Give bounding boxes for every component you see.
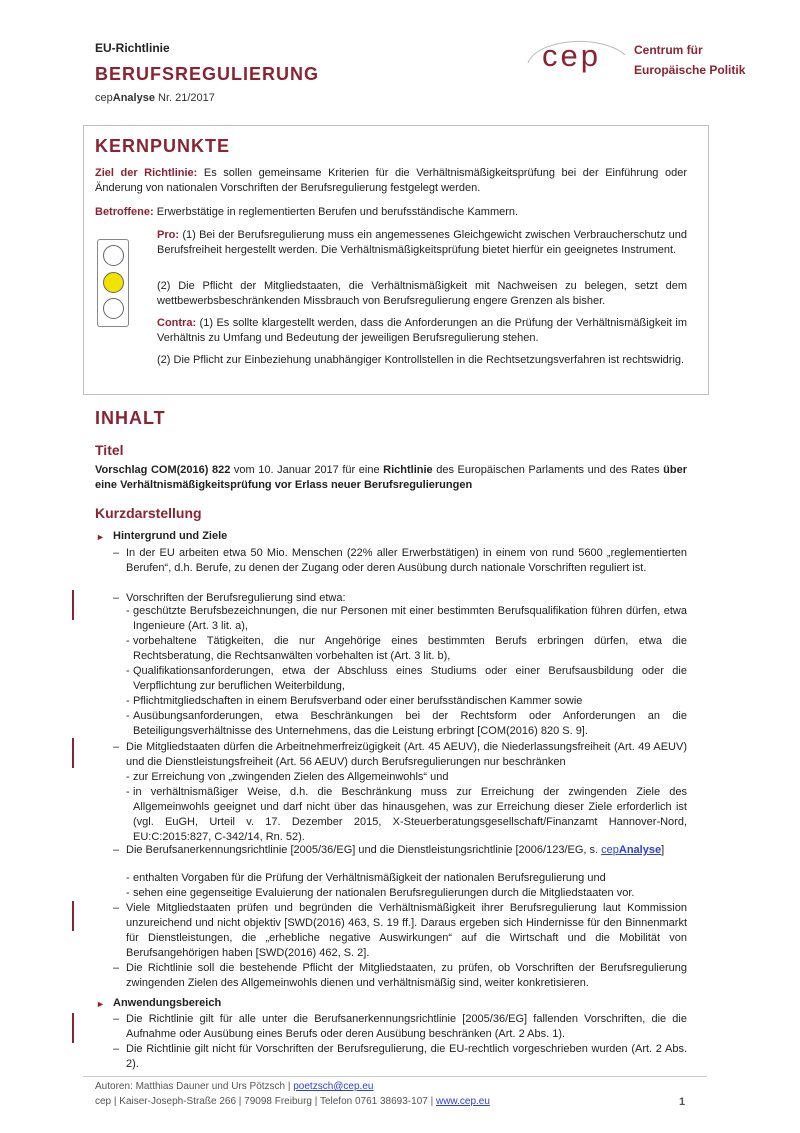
footer-divider bbox=[83, 1076, 707, 1077]
contra-1-paragraph bbox=[157, 316, 687, 346]
institute-name-line1: Centrum für bbox=[634, 43, 703, 57]
list-subitem: - enthalten Vorgaben für die Prüfung der Verhältnismäßigkeit der nationalen Berufsregulierung und bbox=[133, 871, 687, 886]
titel-richtlinie: Richtlinie bbox=[383, 464, 433, 476]
pro-1-paragraph bbox=[157, 228, 687, 258]
website-link[interactable]: www.cep.eu bbox=[435, 1096, 490, 1107]
kernpunkte-title: KERNPUNKTE bbox=[95, 136, 231, 156]
titel-text-2: des Europäischen Parlaments und des Rates bbox=[432, 464, 664, 476]
list-subitem: - geschützte Berufsbezeichnungen, die nur Personen mit einer bestimmten Berufsqualifikation führen dürfen, etwa Ingenieure (Art. 3 lit. a), bbox=[133, 604, 687, 634]
list-item: – Die Richtlinie soll die bestehende Pflicht der Mitgliedstaaten, zu prüfen, ob Vorschriften der Berufsregulierung zwingenden Zielen des Allgemeinwohls dienen und verhältnismäßig sind, weiter konkretisieren. bbox=[126, 961, 687, 991]
contra-2-paragraph: (2) Die Pflicht zur Einbeziehung unabhängiger Kontrollstellen in die Rechtsetzungsverfahren ist rechtswidrig. bbox=[157, 354, 685, 366]
authors-text: Autoren: Matthias Dauner und Urs Pötzsch | bbox=[95, 1081, 294, 1092]
titel-paragraph bbox=[95, 463, 687, 493]
traffic-light-lamp-top bbox=[103, 245, 124, 266]
ziel-label: Ziel der Richtlinie: bbox=[95, 167, 198, 179]
email-link[interactable]: poetzsch@cep.eu bbox=[293, 1081, 374, 1092]
document-kind: EU-Richtlinie bbox=[95, 41, 170, 55]
list-item bbox=[126, 843, 687, 858]
d4-end: ] bbox=[661, 844, 665, 856]
ziel-paragraph bbox=[95, 166, 687, 196]
page-number: 1 bbox=[679, 1096, 686, 1108]
link-cep: cep bbox=[601, 844, 619, 856]
contra-label: Contra: bbox=[157, 317, 197, 329]
list-item: – Die Mitgliedstaaten dürfen die Arbeitnehmerfreizügigkeit (Art. 45 AEUV), die Niederlassungsfreiheit (Art. 49 AEUV) und die Dienstleistungsfreiheit (Art. 56 AEUV) durch Berufsregulierungen nur beschränken bbox=[126, 740, 687, 770]
betroffene-label: Betroffene: bbox=[95, 206, 154, 218]
list-subitem: - Qualifikationsanforderungen, etwa der Abschluss eines Studiums oder einer Berufsausbildung oder die Verpflichtung zur beruflichen Weiterbildung, bbox=[133, 664, 687, 694]
titel-heading: Titel bbox=[95, 442, 124, 458]
address-text: cep | Kaiser-Joseph-Straße 266 | 79098 Freiburg | Telefon 0761 38693-107 | bbox=[95, 1096, 436, 1107]
change-bar bbox=[72, 901, 74, 931]
list-subitem: - Pflichtmitgliedschaften in einem Berufsverband oder einer berufsständischen Kammer sowie bbox=[133, 694, 687, 709]
contra-1-text: (1) Es sollte klargestellt werden, dass die Anforderungen an die Prüfung der Verhältnismäßigkeit im Verhältnis zu Umfang und Bedeutung der jeweiligen Berufsregulierung stehen. bbox=[157, 317, 687, 344]
footer-authors bbox=[95, 1081, 373, 1092]
bullet-triangle-icon: ► bbox=[96, 999, 105, 1009]
series-bold: Analyse bbox=[112, 92, 155, 104]
cep-analyse-link[interactable] bbox=[601, 844, 661, 856]
titel-subject: über eine Verhältnismäßigkeitsprüfung vor Erlass neuer Berufsregulierungen bbox=[95, 464, 687, 491]
series-number: Nr. 21/2017 bbox=[158, 92, 215, 104]
footer-address bbox=[95, 1096, 490, 1107]
list-item: – Viele Mitgliedstaaten prüfen und begründen die Verhältnismäßigkeit ihrer Berufsregulierung laut Kommission unzureichend und nicht objektiv [SWD(2016) 463, S. 19 ff.]. Daraus ergeben sich Hindernisse für den Binnenmarkt für Dienstleistungen, die „erhebliche negative Auswirkungen“ auf die Wirtschaft und die Mobilität von Berufsangehörigen haben [SWD(2016) 462, S. 2]. bbox=[126, 901, 687, 961]
list-item: – Vorschriften der Berufsregulierung sind etwa: bbox=[126, 591, 687, 606]
list-subitem: - in verhältnismäßiger Weise, d.h. die Beschränkung muss zur Erreichung der zwingenden Ziele des Allgemeinwohls geeignet und darf nicht über das hinausgehen, was zur Erreichung dieser Ziele erforderlich ist (vgl. EuGH, Urteil v. 17. Dezember 2015, X-Steuerberatungsgesellschaft/Finanzamt Hannover-Nord, EU:C:2015:827, C-342/14, Rn. 52). bbox=[133, 785, 687, 845]
betroffene-paragraph bbox=[95, 205, 687, 220]
traffic-light-lamp-middle bbox=[103, 272, 124, 293]
list-subitem: - zur Erreichung von „zwingenden Zielen des Allgemeinwohls“ und bbox=[133, 770, 687, 785]
kurzdarstellung-heading: Kurzdarstellung bbox=[95, 505, 202, 521]
list-subitem: - vorbehaltene Tätigkeiten, die nur Angehörige eines bestimmten Berufs erbringen dürfen, etwa die Rechtsberatung, die Rechtsanwälten vorbehalten ist (Art. 3 lit. b), bbox=[133, 634, 687, 664]
change-bar bbox=[72, 1013, 74, 1043]
ziel-text: Es sollen gemeinsame Kriterien für die Verhältnismäßigkeitsprüfung bei der Einführung oder Änderung von nationalen Vorschriften der Berufsregulierung festgelegt werden. bbox=[95, 167, 687, 194]
inhalt-title: INHALT bbox=[95, 408, 166, 428]
document-title: BERUFSREGULIERUNG bbox=[95, 64, 320, 84]
list-item: – In der EU arbeiten etwa 50 Mio. Menschen (22% aller Erwerbstätigen) in einem von rund 5600 „reglementierten Berufen“, d.h. Berufe, zu denen der Zugang oder deren Ausübung durch nationale Vorschriften reguliert ist. bbox=[126, 546, 687, 576]
anwendungsbereich-heading: Anwendungsbereich bbox=[113, 997, 222, 1009]
pro-2-paragraph: (2) Die Pflicht der Mitgliedstaaten, die Verhältnismäßigkeit mit Nachweisen zu belegen, setzt dem wettbewerbsbeschränkenden Missbrauch von Berufsregulierung engere Grenzen als bisher. bbox=[157, 280, 687, 307]
list-subitem: - sehen eine gegenseitige Evaluierung der nationalen Berufsregulierungen durch die Mitgliedstaaten vor. bbox=[133, 886, 687, 901]
pro-label: Pro: bbox=[157, 229, 179, 241]
titel-text-1: vom 10. Januar 2017 für eine bbox=[230, 464, 384, 476]
series-label bbox=[95, 92, 215, 104]
bullet-triangle-icon: ► bbox=[96, 532, 105, 542]
list-subitem: - Ausübungsanforderungen, etwa Beschränkungen bei der Rechtsform oder Anforderungen an die Beteiligungsverhältnisse des Unternehmens, das die Leistung erbringt [COM(2016) 820 S. 9]. bbox=[133, 709, 687, 739]
d4-text: Die Berufsanerkennungsrichtlinie [2005/36/EG] und die Dienstleistungsrichtlinie [2006/123/EG, s. bbox=[126, 844, 602, 856]
institute-name-line2: Europäische Politik bbox=[634, 63, 746, 77]
titel-proposal: Vorschlag COM(2016) 822 bbox=[95, 464, 231, 476]
list-item: – Die Richtlinie gilt nicht für Vorschriften der Berufsregulierung, die EU-rechtlich vorgeschrieben wurden (Art. 2 Abs. 2). bbox=[126, 1042, 687, 1072]
series-prefix: cep bbox=[95, 92, 113, 104]
pro-1-text: (1) Bei der Berufsregulierung muss ein angemessenes Gleichgewicht zwischen Verbraucherschutz und Berufsfreiheit hergestellt werden. Die Verhältnismäßigkeitsprüfung bietet hierfür ein geeignetes Instrument. bbox=[157, 229, 687, 256]
cep-logo: cep bbox=[542, 38, 601, 73]
change-bar bbox=[72, 590, 74, 620]
hintergrund-heading: Hintergrund und Ziele bbox=[113, 530, 228, 542]
link-analyse: Analyse bbox=[618, 844, 662, 856]
betroffene-text: Erwerbstätige in reglementierten Berufen und berufsständische Kammern. bbox=[153, 206, 519, 218]
traffic-light-lamp-bottom bbox=[103, 298, 124, 319]
list-item: – Die Richtlinie gilt für alle unter die Berufsanerkennungsrichtlinie [2005/36/EG] fallenden Vorschriften, die die Aufnahme oder Ausübung eines Berufs oder deren Ausübung beschränken (Art. 2 Abs. 1). bbox=[126, 1012, 687, 1042]
traffic-light-icon bbox=[97, 239, 129, 327]
change-bar bbox=[72, 738, 74, 768]
